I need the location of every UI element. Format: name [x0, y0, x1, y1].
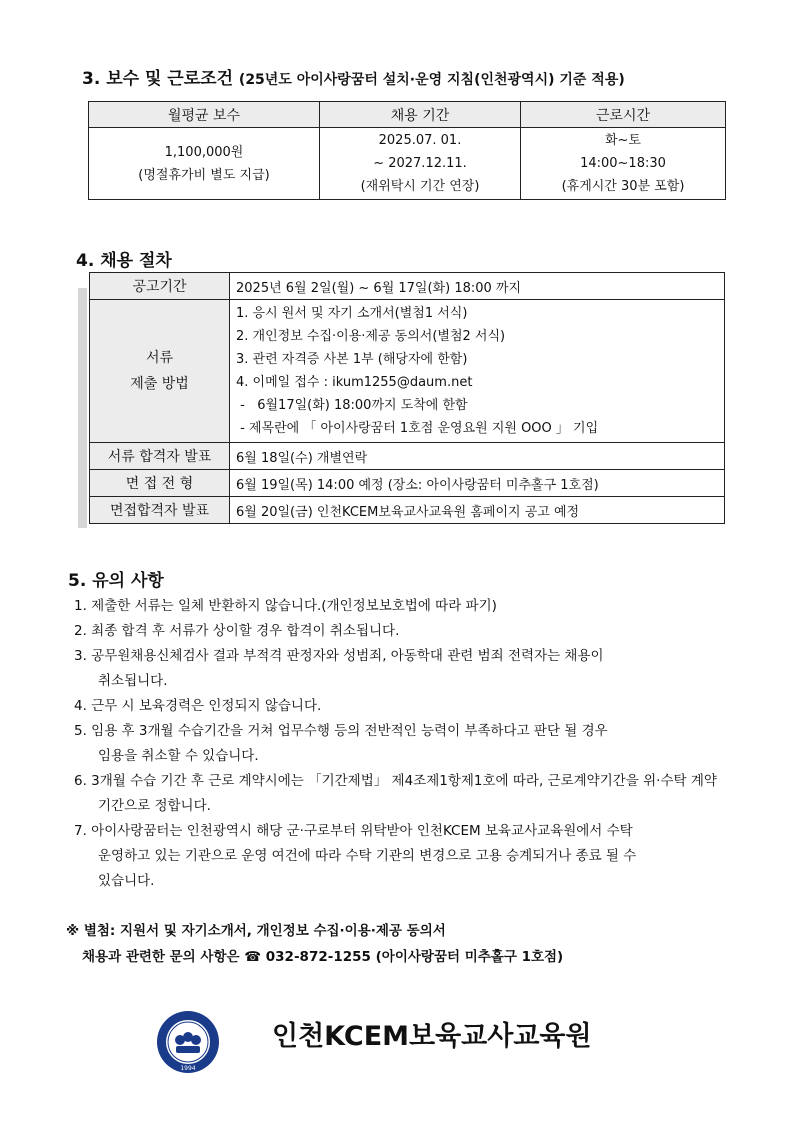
- section3-note: (25년도 아이사랑꿈터 설치·운영 지침(인천광역시) 기준 적용): [238, 72, 625, 88]
- docs-label-line2: 제출 방법: [130, 376, 189, 392]
- notice-item-continued: 있습니다.: [98, 873, 155, 889]
- header-hours: 근로시간: [521, 102, 726, 128]
- notice-label: 공고기간: [90, 273, 230, 300]
- notice-item: 2. 최종 합격 후 서류가 상이할 경우 합격이 취소됩니다.: [74, 623, 400, 639]
- notice-item-continued: 운영하고 있는 기관으로 운영 여건에 따라 수탁 기관의 변경으로 고용 승계되거나 종료 될 수: [98, 848, 637, 864]
- notice-list: [74, 594, 734, 894]
- docs-label-line1: 서류: [145, 350, 174, 366]
- section3-title: [82, 64, 625, 89]
- section5-title: 5. 유의 사항: [68, 571, 164, 591]
- attachment-note: ※ 별첨: 지원서 및 자기소개서, 개인정보 수집·이용·제공 동의서: [66, 923, 446, 939]
- logo-year: 1994: [180, 1065, 196, 1072]
- final-value: 6월 20일(금) 인천KCEM보육교사교육원 홈페이지 공고 예정: [230, 497, 725, 524]
- docs-item: 1. 응시 원서 및 자기 소개서(별첨1 서식): [236, 306, 468, 321]
- docs-item-email: 4. 이메일 접수 : ikum1255@daum.net: [236, 375, 473, 390]
- docs-item: 2. 개인정보 수집·이용·제공 동의서(별첨2 서식): [236, 329, 506, 344]
- doc-pass-value: 6월 18일(수) 개별연락: [230, 443, 725, 470]
- docs-label: [90, 300, 230, 443]
- period-note: (재위탁시 기간 연장): [360, 179, 480, 194]
- footer-notes: [66, 918, 563, 970]
- notice-item: 6. 3개월 수습 기간 후 근로 계약시에는 「기간제법」 제4조제1항제1호에 따라, 근로계약기간을 위·수탁 계약: [74, 773, 717, 789]
- pay-conditions-table: [88, 101, 726, 200]
- kcem-logo-emblem: [156, 1010, 220, 1074]
- notice-item: 1. 제출한 서류는 일체 반환하지 않습니다.(개인정보보호법에 따라 파기): [74, 598, 497, 614]
- notice-item-continued: 취소됩니다.: [98, 673, 168, 689]
- section3-heading: 3. 보수 및 근로조건: [82, 69, 233, 89]
- interview-label: 면 접 전 형: [90, 470, 230, 497]
- header-pay: 월평균 보수: [89, 102, 320, 128]
- notice-item: 4. 근무 시 보육경력은 인정되지 않습니다.: [74, 698, 322, 714]
- docs-item: - 제목란에 「 아이사랑꿈터 1호점 운영요원 지원 OOO 」 기입: [236, 421, 599, 436]
- notice-value: 2025년 6월 2일(월) ~ 6월 17일(화) 18:00 까지: [230, 273, 725, 300]
- hours-time: 14:00~18:30: [580, 156, 666, 171]
- pay-cell: [89, 128, 320, 200]
- period-cell: [320, 128, 521, 200]
- hiring-procedure-table: [89, 272, 725, 524]
- doc-pass-label: 서류 합격자 발표: [90, 443, 230, 470]
- notice-item: 3. 공무원채용신체검사 결과 부적격 판정자와 성범죄, 아동학대 관련 범죄 전력자는 채용이: [74, 648, 604, 664]
- notice-item: 7. 아이사랑꿈터는 인천광역시 해당 군·구로부터 위탁받아 인천KCEM 보육교사교육원에서 수탁: [74, 823, 633, 839]
- contact-note: 채용과 관련한 문의 사항은 ☎ 032-872-1255 (아이사랑꿈터 미추홀구 1호점): [82, 949, 564, 965]
- pay-note: (명절휴가비 별도 지급): [138, 167, 270, 183]
- period-end: ~ 2027.12.11.: [373, 156, 467, 171]
- notice-item: 5. 임용 후 3개월 수습기간을 거쳐 업무수행 등의 전반적인 능력이 부족하다고 판단 될 경우: [74, 723, 608, 739]
- final-label: 면접합격자 발표: [90, 497, 230, 524]
- hours-cell: [521, 128, 726, 200]
- org-name: 인천KCEM보육교사교육원: [272, 1021, 592, 1052]
- interview-value: 6월 19일(목) 14:00 예정 (장소: 아이사랑꿈터 미추홀구 1호점): [230, 470, 725, 497]
- hours-days: 화~토: [604, 133, 641, 148]
- notice-item-continued: 임용을 취소할 수 있습니다.: [98, 748, 259, 764]
- notice-item-continued: 기간으로 정합니다.: [98, 798, 211, 814]
- left-shade-bar: [78, 288, 87, 528]
- hours-note: (휴게시간 30분 포함): [561, 179, 685, 194]
- period-start: 2025.07. 01.: [378, 133, 462, 148]
- header-period: 채용 기간: [320, 102, 521, 128]
- section4-title: 4. 채용 절차: [76, 251, 172, 271]
- docs-item: 3. 관련 자격증 사본 1부 (해당자에 한함): [236, 352, 468, 367]
- docs-item: - 6월17일(화) 18:00까지 도착에 한함: [236, 398, 468, 413]
- pay-amount: 1,100,000원: [164, 144, 244, 160]
- docs-value: [230, 300, 725, 443]
